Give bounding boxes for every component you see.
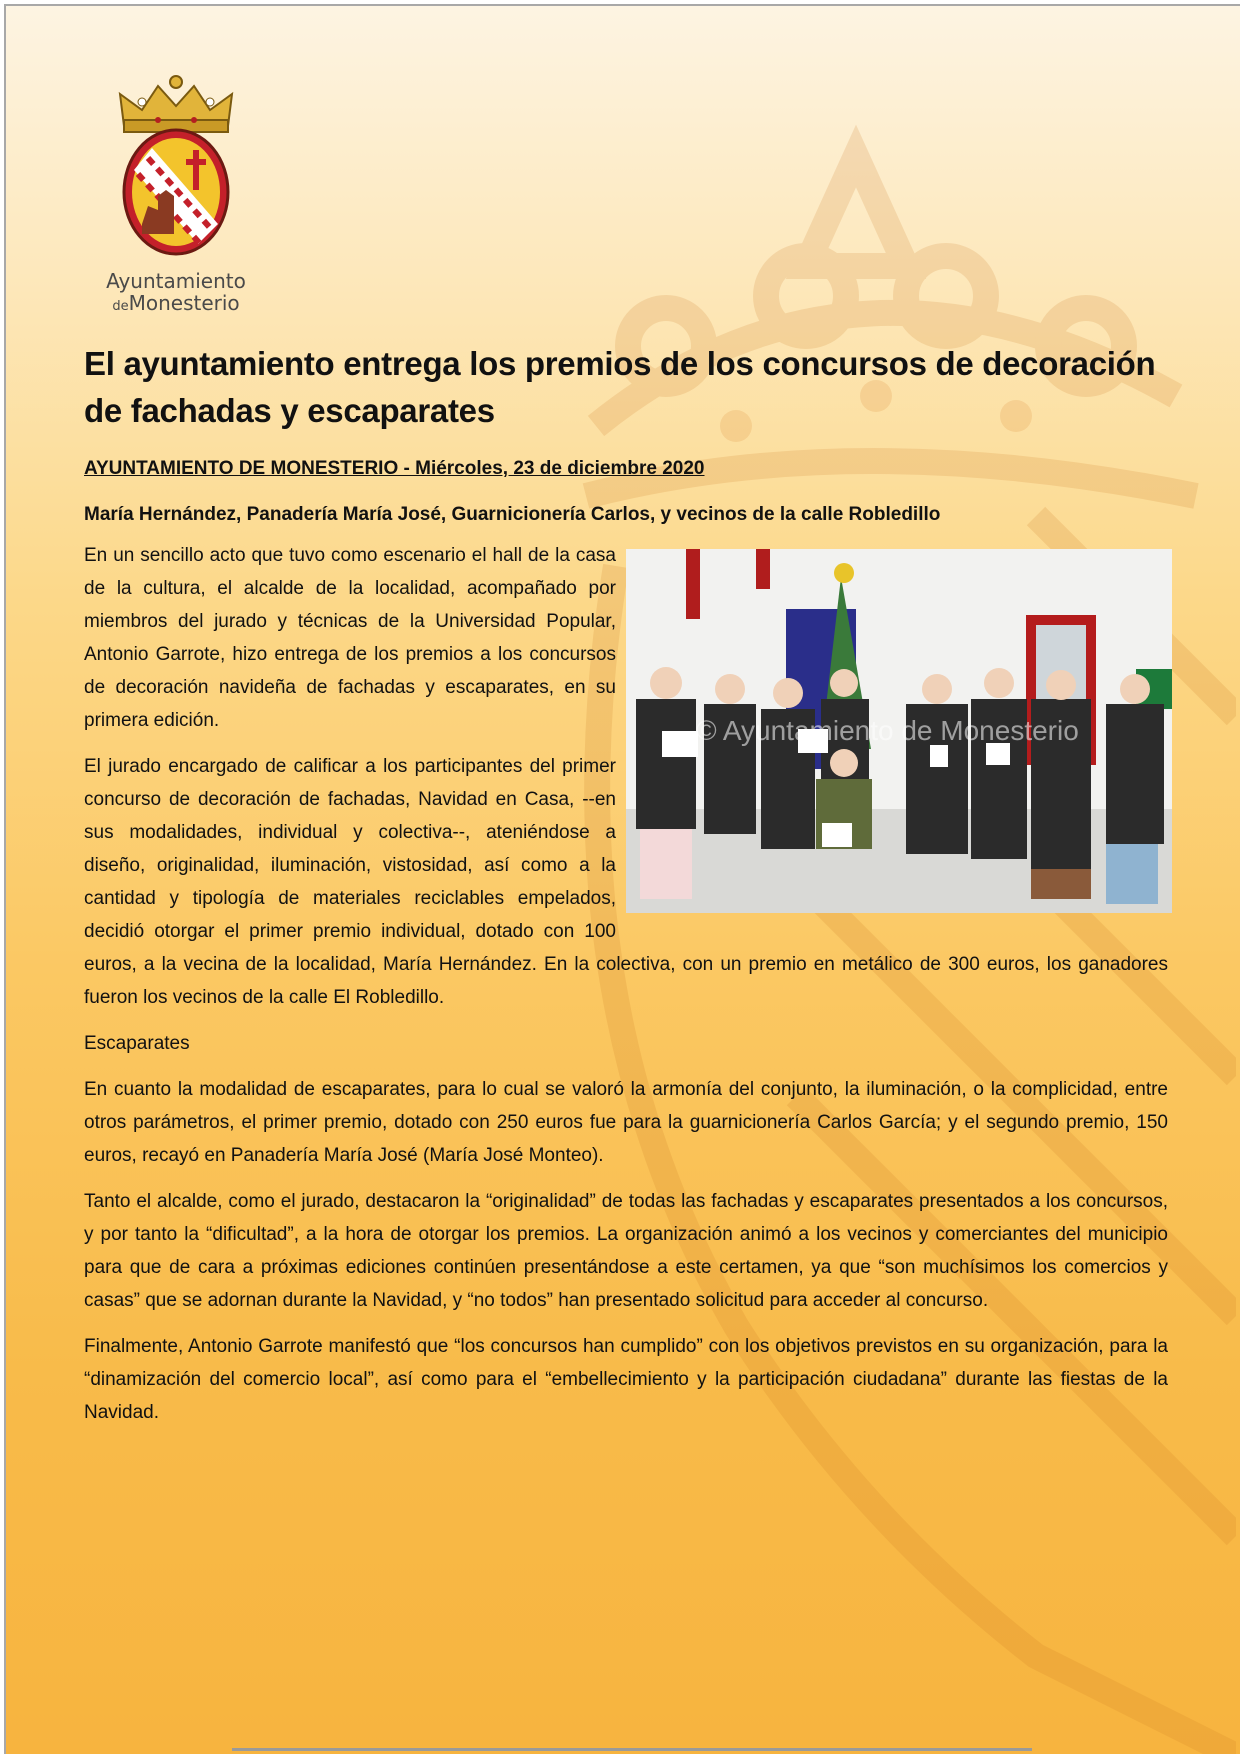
paragraph-5: Finalmente, Antonio Garrote manifestó que “los concursos han cumplido” con los objetivos previstos en su organización, para la “dinamización del comercio local”, así como para el “embellecimiento y la participación ciudadana” durante las fiestas de la Navidad. (84, 1336, 1168, 1423)
logo-line-2-name: Monesterio (128, 291, 240, 315)
paragraph-4: Tanto el alcalde, como el jurado, destacaron la “originalidad” de todas las fachadas y escaparates presentados a los concursos, y por tanto la “dificultad”, a la hora de otorgar los premios. La organización animó a los vecinos y comerciantes del municipio para que de cara a próximas ediciones continúen presentándose a este certamen, ya que “son muchísimos los comercios y casas” que se adornan durante la Navidad, y “no todos” han presentado solicitud para acceder al concurso. (84, 1191, 1168, 1311)
section-heading-escaparates: Escaparates (84, 1033, 190, 1054)
logo-line-1: Ayuntamiento (106, 269, 246, 293)
article-photo (626, 549, 1172, 913)
article-subtitle: María Hernández, Panadería María José, Guarnicionería Carlos, y vecinos de la calle Robledillo (84, 504, 941, 525)
paragraph-2: El jurado encargado de calificar a los participantes del primer concurso de decoración de fachadas, Navidad en Casa, --en sus modalidades, individual y colectiva--, ateniéndose a diseño, originalidad, iluminación, vistosidad, así como a la cantidad y tipología de materiales reciclables empelados, decidió otorgar el primer premio individual, dotado con 100 euros, a la vecina de la localidad, María Hernández. En la colectiva, con un premio en metálico de 300 euros, los ganadores fueron los vecinos de la calle El Robledillo. (84, 756, 1168, 1008)
shield-icon (124, 130, 228, 254)
crown-icon (120, 76, 232, 132)
logo-wordmark (102, 270, 250, 318)
paragraph-1: En un sencillo acto que tuvo como escenario el hall de la casa de la cultura, el alcalde de la localidad, acompañado por miembros del jurado y técnicas de la Universidad Popular, Antonio Garrote, hizo entrega de los premios a los concursos de decoración navideña de fachadas y escaparates, en su primera edición. (84, 545, 616, 731)
document-page (4, 4, 1240, 1754)
paragraph-3: En cuanto la modalidad de escaparates, para lo cual se valoró la armonía del conjunto, la iluminación, o la complicidad, entre otros parámetros, el primer premio, dotado con 250 euros fue para la guarnicionería Carlos García; y el segundo premio, 150 euros, recayó en Panadería María José (María José Monteo). (84, 1079, 1168, 1166)
logo-line-2-prefix: de (112, 299, 129, 314)
photo-watermark: © Ayuntamiento de Monesterio (696, 715, 1079, 746)
article-title: El ayuntamiento entrega los premios de los concursos de decoración de fachadas y escaparates (84, 345, 1156, 429)
footer-rule (232, 1748, 1032, 1751)
logo-line-2 (102, 292, 250, 318)
ayuntamiento-logo (102, 74, 250, 324)
article-dateline: AYUNTAMIENTO DE MONESTERIO - Miércoles, 23 de diciembre 2020 (84, 458, 705, 479)
coat-of-arms-icon (102, 74, 250, 270)
article-body (84, 539, 1168, 1429)
article (84, 340, 1168, 1429)
